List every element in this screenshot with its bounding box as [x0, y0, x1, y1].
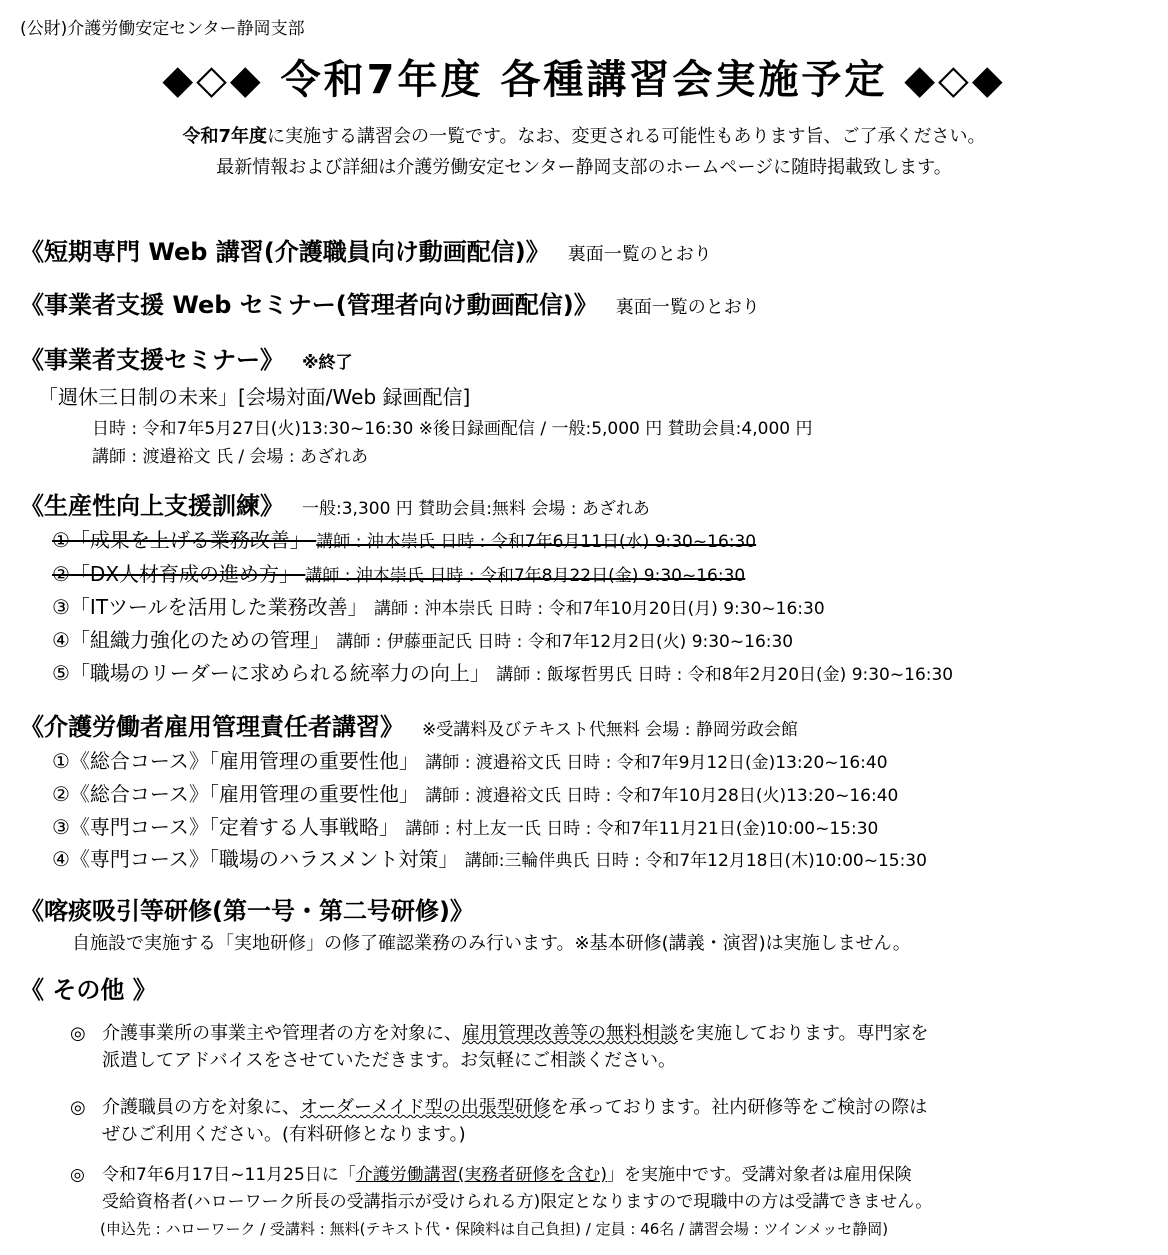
text: 」を実施中です。受講対象者は雇用保険 [607, 1165, 912, 1185]
section-title: 《生産性向上支援訓練》 [20, 492, 284, 520]
other-footnote: (申込先 : ハローワーク / 受講料 : 無料(テキスト代・保険料は自己負担) / 定員 : 46名 / 講習会場 : ツインメッセ静岡) [100, 1220, 889, 1238]
suction-text: 自施設で実施する「実地研修」の修了確認業務のみ行います。※基本研修(講義・演習)は実施しません。 [72, 933, 911, 954]
section-note: 裏面一覧のとおり [567, 244, 712, 265]
item-label: ④《専門コース》「職場のハラスメント対策」 [52, 847, 459, 871]
section-note: 裏面一覧のとおり [615, 297, 760, 318]
item-detail: 講師 : 伊藤亜記氏 日時 : 令和7年12月2日(火) 9:30~16:30 [336, 632, 794, 652]
text: を実施しております。専門家を [678, 1023, 929, 1044]
item-label: ②「DX人材育成の進め方」 [52, 562, 300, 586]
other-paragraph-3 [70, 1162, 932, 1216]
section-employment-management [20, 707, 798, 742]
section-title: 《介護労働者雇用管理責任者講習》 [20, 713, 404, 741]
seminar-event: 「週休三日制の未来」[会場対面/Web 録画配信] [38, 385, 471, 409]
training-item [52, 624, 793, 653]
item-detail: 講師 : 渡邉裕文氏 日時 : 令和7年9月12日(金)13:20~16:40 [425, 753, 888, 773]
item-label: ②《総合コース》「雇用管理の重要性他」 [52, 782, 419, 806]
bullet-icon: ◎ [70, 1097, 86, 1118]
training-item [52, 657, 953, 686]
organization-name: (公財)介護労働安定センター静岡支部 [20, 19, 305, 39]
other-paragraph-2 [70, 1094, 927, 1148]
highlight-text: 介護労働講習(実務者研修を含む) [355, 1165, 608, 1185]
item-detail: 講師 : 沖本崇氏 日時 : 令和7年6月11日(水) 9:30~16:30 [316, 532, 757, 552]
bullet-icon: ◎ [70, 1165, 85, 1185]
section-title: 《事業者支援 Web セミナー(管理者向け動画配信)》 [20, 291, 598, 319]
item-detail: 講師:三輪伴典氏 日時 : 令和7年12月18日(木)10:00~15:30 [464, 851, 927, 871]
section-title: 《短期専門 Web 講習(介護職員向け動画配信)》 [20, 238, 550, 266]
section-note: ※終了 [302, 353, 353, 373]
bullet-icon: ◎ [70, 1023, 86, 1044]
page-title: ◆◇◆ 令和7年度 各種講習会実施予定 ◆◇◆ [162, 57, 1006, 103]
other-paragraph-1 [70, 1020, 929, 1074]
item-label: ①《総合コース》「雇用管理の重要性他」 [52, 749, 419, 773]
item-label: ③「ITツールを活用した業務改善」 [52, 595, 368, 619]
employment-item [52, 745, 888, 774]
training-item [52, 524, 756, 553]
text: 介護職員の方を対象に、 [102, 1097, 300, 1118]
item-detail: 講師 : 渡邉裕文氏 日時 : 令和7年10月28日(火)13:20~16:40 [425, 786, 899, 806]
section-web-training [20, 232, 712, 267]
highlight-text: オーダーメイド型の出張型研修 [300, 1097, 551, 1118]
section-seminar [20, 340, 353, 375]
section-productivity-training [20, 486, 650, 521]
item-label: ④「組織力強化のための管理」 [52, 628, 330, 652]
intro-text: に実施する講習会の一覧です。なお、変更される可能性もあります旨、ご了承ください。 [266, 126, 986, 147]
seminar-detail-1: 日時 : 令和7年5月27日(火)13:30~16:30 ※後日録画配信 / 一般:5,000 円 賛助会員:4,000 円 [92, 419, 813, 439]
section-other: 《 その他 》 [20, 976, 157, 1004]
item-detail: 講師 : 飯塚哲男氏 日時 : 令和8年2月20日(金) 9:30~16:30 [496, 665, 954, 685]
seminar-detail-2: 講師 : 渡邉裕文 氏 / 会場 : あざれあ [92, 447, 369, 467]
item-label: ①「成果を上げる業務改善」 [52, 528, 310, 552]
section-suction-training: 《喀痰吸引等研修(第一号・第二号研修)》 [20, 897, 474, 925]
employment-item [52, 843, 927, 872]
text: 令和7年6月17日~11月25日に「 [102, 1165, 356, 1185]
item-detail: 講師 : 沖本崇氏 日時 : 令和7年10月20日(月) 9:30~16:30 [374, 599, 825, 619]
section-note: 一般:3,300 円 賛助会員:無料 会場 : あざれあ [302, 499, 650, 519]
item-detail: 講師 : 村上友一氏 日時 : 令和7年11月21日(金)10:00~15:30 [405, 819, 879, 839]
section-web-seminar [20, 285, 760, 320]
text: 介護事業所の事業主や管理者の方を対象に、 [102, 1023, 462, 1044]
item-label: ⑤「職場のリーダーに求められる統率力の向上」 [52, 661, 490, 685]
text: を承っております。社内研修等をご検討の際は [550, 1097, 928, 1118]
training-item [52, 591, 825, 620]
employment-item [52, 811, 878, 840]
section-title: 《事業者支援セミナー》 [20, 346, 284, 374]
item-detail: 講師 : 沖本崇氏 日時 : 令和7年8月22日(金) 9:30~16:30 [305, 566, 746, 586]
intro-line-2: 最新情報および詳細は介護労働安定センター静岡支部のホームページに随時掲載致します。 [216, 157, 952, 178]
section-note: ※受講料及びテキスト代無料 会場 : 静岡労政会館 [422, 720, 798, 740]
item-label: ③《専門コース》「定着する人事戦略」 [52, 815, 399, 839]
employment-item [52, 778, 898, 807]
highlight-text: 雇用管理改善等の無料相談 [462, 1023, 678, 1044]
text: 受給資格者(ハローワーク所長の受講指示が受けられる方)限定となりますので現職中の方は受講できません。 [102, 1192, 933, 1212]
intro-year: 令和7年度 [182, 126, 267, 147]
text: ぜひご利用ください。(有料研修となります。) [102, 1124, 466, 1145]
training-item [52, 558, 745, 587]
intro-line-1 [0, 122, 1168, 148]
text: 派遣してアドバイスをさせていただきます。お気軽にご相談ください。 [102, 1050, 677, 1071]
